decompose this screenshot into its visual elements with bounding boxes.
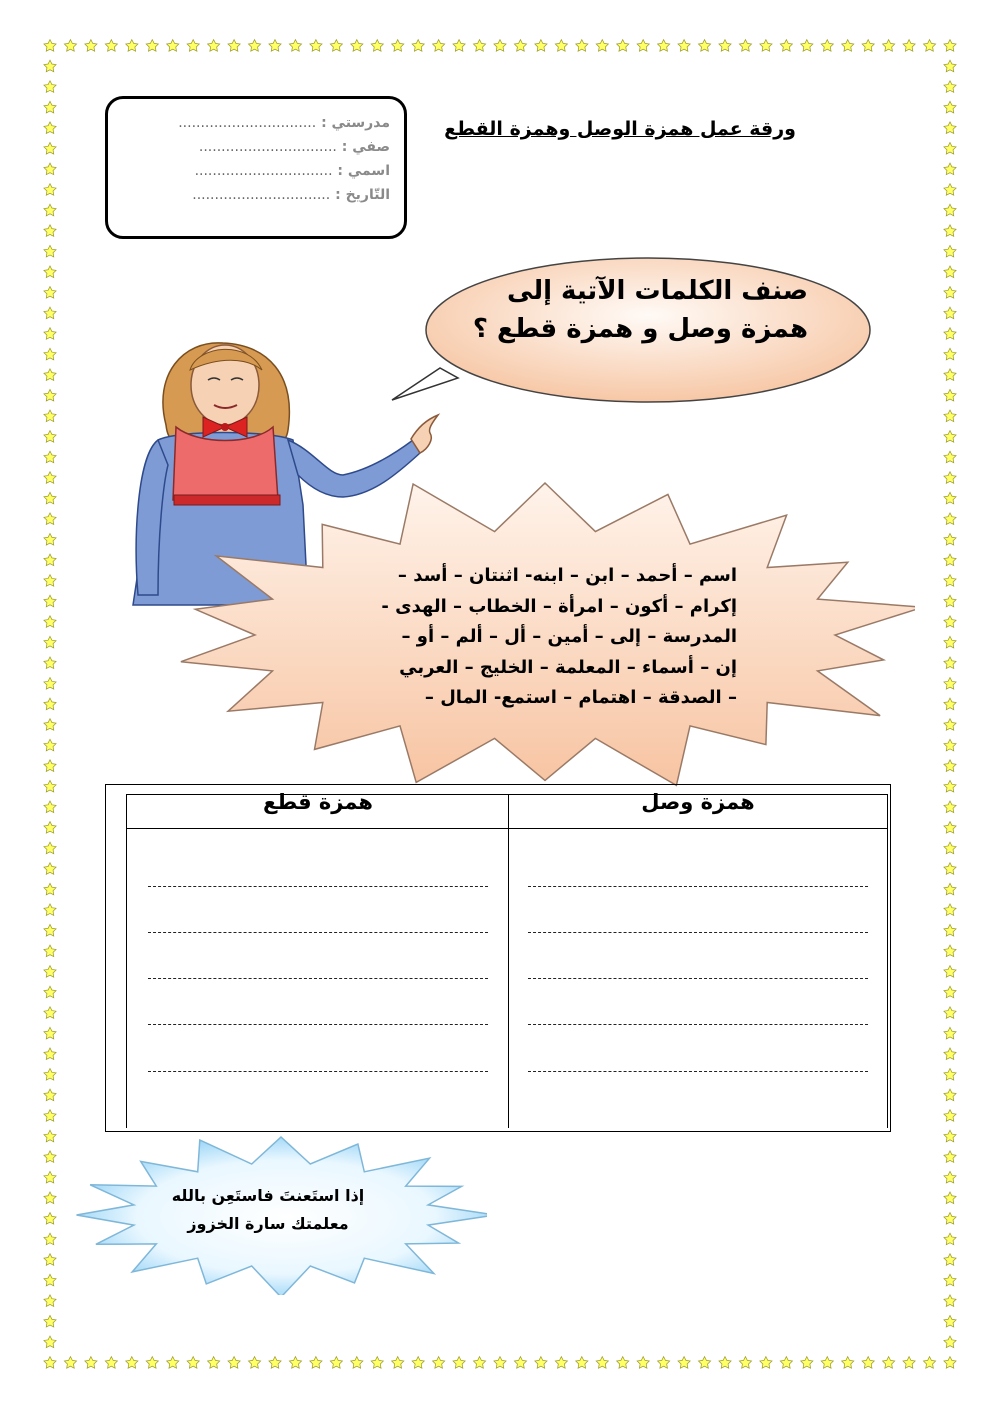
border-star xyxy=(412,40,424,52)
border-star xyxy=(44,719,56,731)
border-star xyxy=(944,1295,956,1307)
closing-message xyxy=(150,1182,386,1238)
border-star xyxy=(883,40,895,52)
border-star xyxy=(187,1357,199,1369)
border-star xyxy=(944,678,956,690)
border-star xyxy=(44,225,56,237)
border-star xyxy=(555,1357,567,1369)
border-star xyxy=(371,1357,383,1369)
border-star xyxy=(944,533,956,545)
word-line-1: اسم – أحمد – ابن – ابنه- اثنتان – أسد – xyxy=(397,565,737,586)
border-star xyxy=(85,1357,97,1369)
border-star xyxy=(44,287,56,299)
border-star xyxy=(453,40,465,52)
border-star xyxy=(944,451,956,463)
border-star xyxy=(944,904,956,916)
border-star xyxy=(739,1357,751,1369)
border-star xyxy=(310,1357,322,1369)
word-line-4: إن – أسماء – المعلمة – الخليج – العربي xyxy=(399,656,737,678)
border-star xyxy=(944,595,956,607)
border-star xyxy=(923,1357,935,1369)
border-star xyxy=(944,698,956,710)
border-star xyxy=(719,40,731,52)
border-star xyxy=(944,1151,956,1163)
worksheet-title: ورقة عمل همزة الوصل وهمزة القطع xyxy=(444,118,796,140)
border-star xyxy=(944,1254,956,1266)
name-dots[interactable]: ............................... xyxy=(194,163,333,179)
bubble-question xyxy=(470,272,808,348)
border-star xyxy=(944,966,956,978)
border-star xyxy=(944,492,956,504)
border-star xyxy=(44,678,56,690)
border-star xyxy=(944,1233,956,1245)
border-star xyxy=(44,780,56,792)
border-star xyxy=(44,410,56,422)
border-star xyxy=(944,266,956,278)
border-star xyxy=(944,431,956,443)
border-star xyxy=(44,1110,56,1122)
border-star xyxy=(44,1130,56,1142)
border-star xyxy=(228,1357,240,1369)
border-star xyxy=(44,1171,56,1183)
border-star xyxy=(44,369,56,381)
border-star xyxy=(637,1357,649,1369)
border-star xyxy=(44,575,56,587)
border-star xyxy=(862,40,874,52)
border-star xyxy=(44,595,56,607)
class-label: صفي : xyxy=(341,139,390,155)
border-star xyxy=(44,842,56,854)
border-star xyxy=(944,369,956,381)
border-star xyxy=(944,513,956,525)
bubble-line-1: صنف الكلمات الآتية إلى xyxy=(507,276,808,306)
border-star xyxy=(392,40,404,52)
border-star xyxy=(146,40,158,52)
word-list xyxy=(352,561,737,714)
border-star xyxy=(44,739,56,751)
border-star xyxy=(44,307,56,319)
table-divider xyxy=(508,794,509,1128)
border-star xyxy=(944,163,956,175)
border-star xyxy=(944,1171,956,1183)
border-star xyxy=(85,40,97,52)
border-star xyxy=(903,1357,915,1369)
border-star xyxy=(453,1357,465,1369)
border-star xyxy=(678,1357,690,1369)
border-star xyxy=(698,1357,710,1369)
border-star xyxy=(44,1336,56,1348)
border-star xyxy=(944,1213,956,1225)
border-star xyxy=(944,204,956,216)
answer-line-qat-1[interactable] xyxy=(148,886,488,887)
border-star xyxy=(514,1357,526,1369)
border-star xyxy=(371,40,383,52)
border-star xyxy=(44,1151,56,1163)
date-label: التّاريخ : xyxy=(335,187,390,203)
border-star xyxy=(923,40,935,52)
border-star xyxy=(944,1007,956,1019)
border-star xyxy=(412,1357,424,1369)
answer-line-qat-5[interactable] xyxy=(148,1071,488,1072)
border-star xyxy=(330,40,342,52)
border-star xyxy=(44,122,56,134)
border-star xyxy=(248,40,260,52)
border-star xyxy=(944,389,956,401)
border-star xyxy=(944,348,956,360)
border-star xyxy=(883,1357,895,1369)
border-star xyxy=(944,101,956,113)
border-star xyxy=(842,40,854,52)
border-star xyxy=(944,60,956,72)
border-star xyxy=(187,40,199,52)
school-line xyxy=(108,115,390,131)
answer-line-wasl-1[interactable] xyxy=(528,886,868,887)
border-star xyxy=(44,616,56,628)
border-star xyxy=(944,40,956,52)
border-star xyxy=(944,81,956,93)
border-star xyxy=(44,657,56,669)
border-star xyxy=(944,328,956,340)
border-star xyxy=(44,636,56,648)
border-star xyxy=(269,1357,281,1369)
border-star xyxy=(44,924,56,936)
border-star xyxy=(944,986,956,998)
col-header-qat: همزة قطع xyxy=(263,790,373,814)
class-line xyxy=(108,139,390,155)
border-star xyxy=(44,1213,56,1225)
border-star xyxy=(44,822,56,834)
border-star xyxy=(105,40,117,52)
border-star xyxy=(44,1027,56,1039)
border-star xyxy=(167,1357,179,1369)
border-star xyxy=(944,184,956,196)
border-star xyxy=(44,904,56,916)
border-star xyxy=(44,1069,56,1081)
name-line xyxy=(108,163,390,179)
border-star xyxy=(494,40,506,52)
school-dots[interactable]: ............................... xyxy=(178,115,317,131)
school-label: مدرستي : xyxy=(321,115,390,131)
border-star xyxy=(473,40,485,52)
border-star xyxy=(44,1274,56,1286)
border-star xyxy=(289,1357,301,1369)
border-star xyxy=(617,1357,629,1369)
border-star xyxy=(944,1192,956,1204)
border-star xyxy=(44,1315,56,1327)
border-star xyxy=(944,1110,956,1122)
border-star xyxy=(44,492,56,504)
border-star xyxy=(821,1357,833,1369)
border-star xyxy=(351,40,363,52)
border-star xyxy=(473,1357,485,1369)
border-star xyxy=(780,40,792,52)
border-star xyxy=(944,1130,956,1142)
border-star xyxy=(289,40,301,52)
border-star xyxy=(64,40,76,52)
bubble-line-2: همزة وصل و همزة قطع ؟ xyxy=(472,314,808,344)
border-star xyxy=(944,822,956,834)
border-star xyxy=(944,719,956,731)
border-star xyxy=(944,616,956,628)
border-star xyxy=(44,1254,56,1266)
border-star xyxy=(535,1357,547,1369)
border-star xyxy=(44,760,56,772)
border-star xyxy=(698,40,710,52)
border-star xyxy=(555,40,567,52)
border-star xyxy=(44,945,56,957)
word-line-5: – الصدقة – اهتمام – استمع- المال – xyxy=(424,687,737,708)
answer-line-wasl-5[interactable] xyxy=(528,1071,868,1072)
border-star xyxy=(105,1357,117,1369)
border-star xyxy=(944,1089,956,1101)
border-star xyxy=(944,575,956,587)
col-header-wasl: همزة وصل xyxy=(641,790,755,814)
border-star xyxy=(944,1315,956,1327)
border-star xyxy=(801,40,813,52)
border-star xyxy=(433,1357,445,1369)
border-star xyxy=(944,122,956,134)
table-header-line xyxy=(126,828,888,829)
border-star xyxy=(760,40,772,52)
closing-line-1: إذا استَعنتَ فاستَعِن بالله xyxy=(171,1186,365,1205)
border-star xyxy=(944,924,956,936)
border-star xyxy=(433,40,445,52)
closing-line-2: معلمتك سارة الخزوز xyxy=(187,1214,349,1233)
border-star xyxy=(944,1336,956,1348)
border-star xyxy=(944,780,956,792)
border-star xyxy=(64,1357,76,1369)
border-star xyxy=(760,1357,772,1369)
border-star xyxy=(944,225,956,237)
border-star xyxy=(126,40,138,52)
border-star xyxy=(44,554,56,566)
border-star xyxy=(944,636,956,648)
border-star xyxy=(821,40,833,52)
answer-line-qat-2[interactable] xyxy=(148,932,488,933)
border-star xyxy=(351,1357,363,1369)
border-star xyxy=(637,40,649,52)
border-star xyxy=(44,1089,56,1101)
answer-line-qat-4[interactable] xyxy=(148,1024,488,1025)
border-star xyxy=(944,657,956,669)
border-star xyxy=(596,1357,608,1369)
border-star xyxy=(44,986,56,998)
border-star xyxy=(208,1357,220,1369)
border-star xyxy=(44,328,56,340)
border-star xyxy=(44,60,56,72)
border-star xyxy=(719,1357,731,1369)
border-star xyxy=(44,431,56,443)
border-star xyxy=(944,760,956,772)
border-star xyxy=(576,1357,588,1369)
border-star xyxy=(44,1048,56,1060)
border-star xyxy=(44,1192,56,1204)
word-line-2: إكرام – أكون – امرأة – الخطاب – الهدى - xyxy=(381,595,737,617)
border-star xyxy=(944,472,956,484)
border-star xyxy=(208,40,220,52)
border-star xyxy=(44,1007,56,1019)
date-dots[interactable]: ............................... xyxy=(192,187,331,203)
border-star xyxy=(44,101,56,113)
border-star xyxy=(44,184,56,196)
border-star xyxy=(44,40,56,52)
border-star xyxy=(44,245,56,257)
border-star xyxy=(514,40,526,52)
border-star xyxy=(44,266,56,278)
border-star xyxy=(167,40,179,52)
border-star xyxy=(944,1048,956,1060)
border-star xyxy=(944,1069,956,1081)
border-star xyxy=(944,883,956,895)
border-star xyxy=(228,40,240,52)
border-star xyxy=(780,1357,792,1369)
border-star xyxy=(842,1357,854,1369)
border-star xyxy=(944,410,956,422)
answer-table xyxy=(105,784,891,1132)
border-star xyxy=(944,842,956,854)
border-star xyxy=(44,81,56,93)
border-star xyxy=(658,1357,670,1369)
border-star xyxy=(44,533,56,545)
border-star xyxy=(44,966,56,978)
border-star xyxy=(944,801,956,813)
answer-line-wasl-4[interactable] xyxy=(528,1024,868,1025)
border-star xyxy=(44,801,56,813)
answer-line-qat-3[interactable] xyxy=(148,978,488,979)
border-star xyxy=(944,945,956,957)
border-star xyxy=(617,40,629,52)
border-star xyxy=(658,40,670,52)
date-line xyxy=(108,187,390,203)
border-star xyxy=(44,883,56,895)
border-star xyxy=(862,1357,874,1369)
table-left-line xyxy=(126,794,127,1128)
border-star xyxy=(494,1357,506,1369)
border-star xyxy=(596,40,608,52)
answer-line-wasl-3[interactable] xyxy=(528,978,868,979)
border-star xyxy=(944,1274,956,1286)
answer-line-wasl-2[interactable] xyxy=(528,932,868,933)
border-star xyxy=(44,142,56,154)
border-star xyxy=(739,40,751,52)
border-star xyxy=(801,1357,813,1369)
border-star xyxy=(944,142,956,154)
border-star xyxy=(576,40,588,52)
border-star xyxy=(44,472,56,484)
word-line-3: المدرسة – إلى – أمين – أل – ألم – أو – xyxy=(401,626,737,647)
border-star xyxy=(535,40,547,52)
border-star xyxy=(944,739,956,751)
border-star xyxy=(146,1357,158,1369)
class-dots[interactable]: ............................... xyxy=(198,139,337,155)
border-star xyxy=(678,40,690,52)
border-star xyxy=(44,348,56,360)
border-star xyxy=(944,863,956,875)
border-star xyxy=(44,698,56,710)
border-star xyxy=(44,451,56,463)
border-star xyxy=(944,1027,956,1039)
border-star xyxy=(44,513,56,525)
border-star xyxy=(44,204,56,216)
border-star xyxy=(269,40,281,52)
student-info-box xyxy=(105,96,407,239)
border-star xyxy=(248,1357,260,1369)
border-star xyxy=(944,307,956,319)
border-star xyxy=(944,554,956,566)
border-star xyxy=(944,287,956,299)
border-star xyxy=(44,163,56,175)
border-star xyxy=(44,389,56,401)
border-star xyxy=(126,1357,138,1369)
border-star xyxy=(44,1233,56,1245)
border-star xyxy=(903,40,915,52)
border-star xyxy=(44,1295,56,1307)
border-star xyxy=(944,245,956,257)
border-star xyxy=(44,863,56,875)
border-star xyxy=(330,1357,342,1369)
border-star xyxy=(44,1357,56,1369)
border-star xyxy=(944,1357,956,1369)
border-star xyxy=(392,1357,404,1369)
table-right-line xyxy=(887,794,888,1128)
border-star xyxy=(310,40,322,52)
name-label: اسمي : xyxy=(337,163,390,179)
